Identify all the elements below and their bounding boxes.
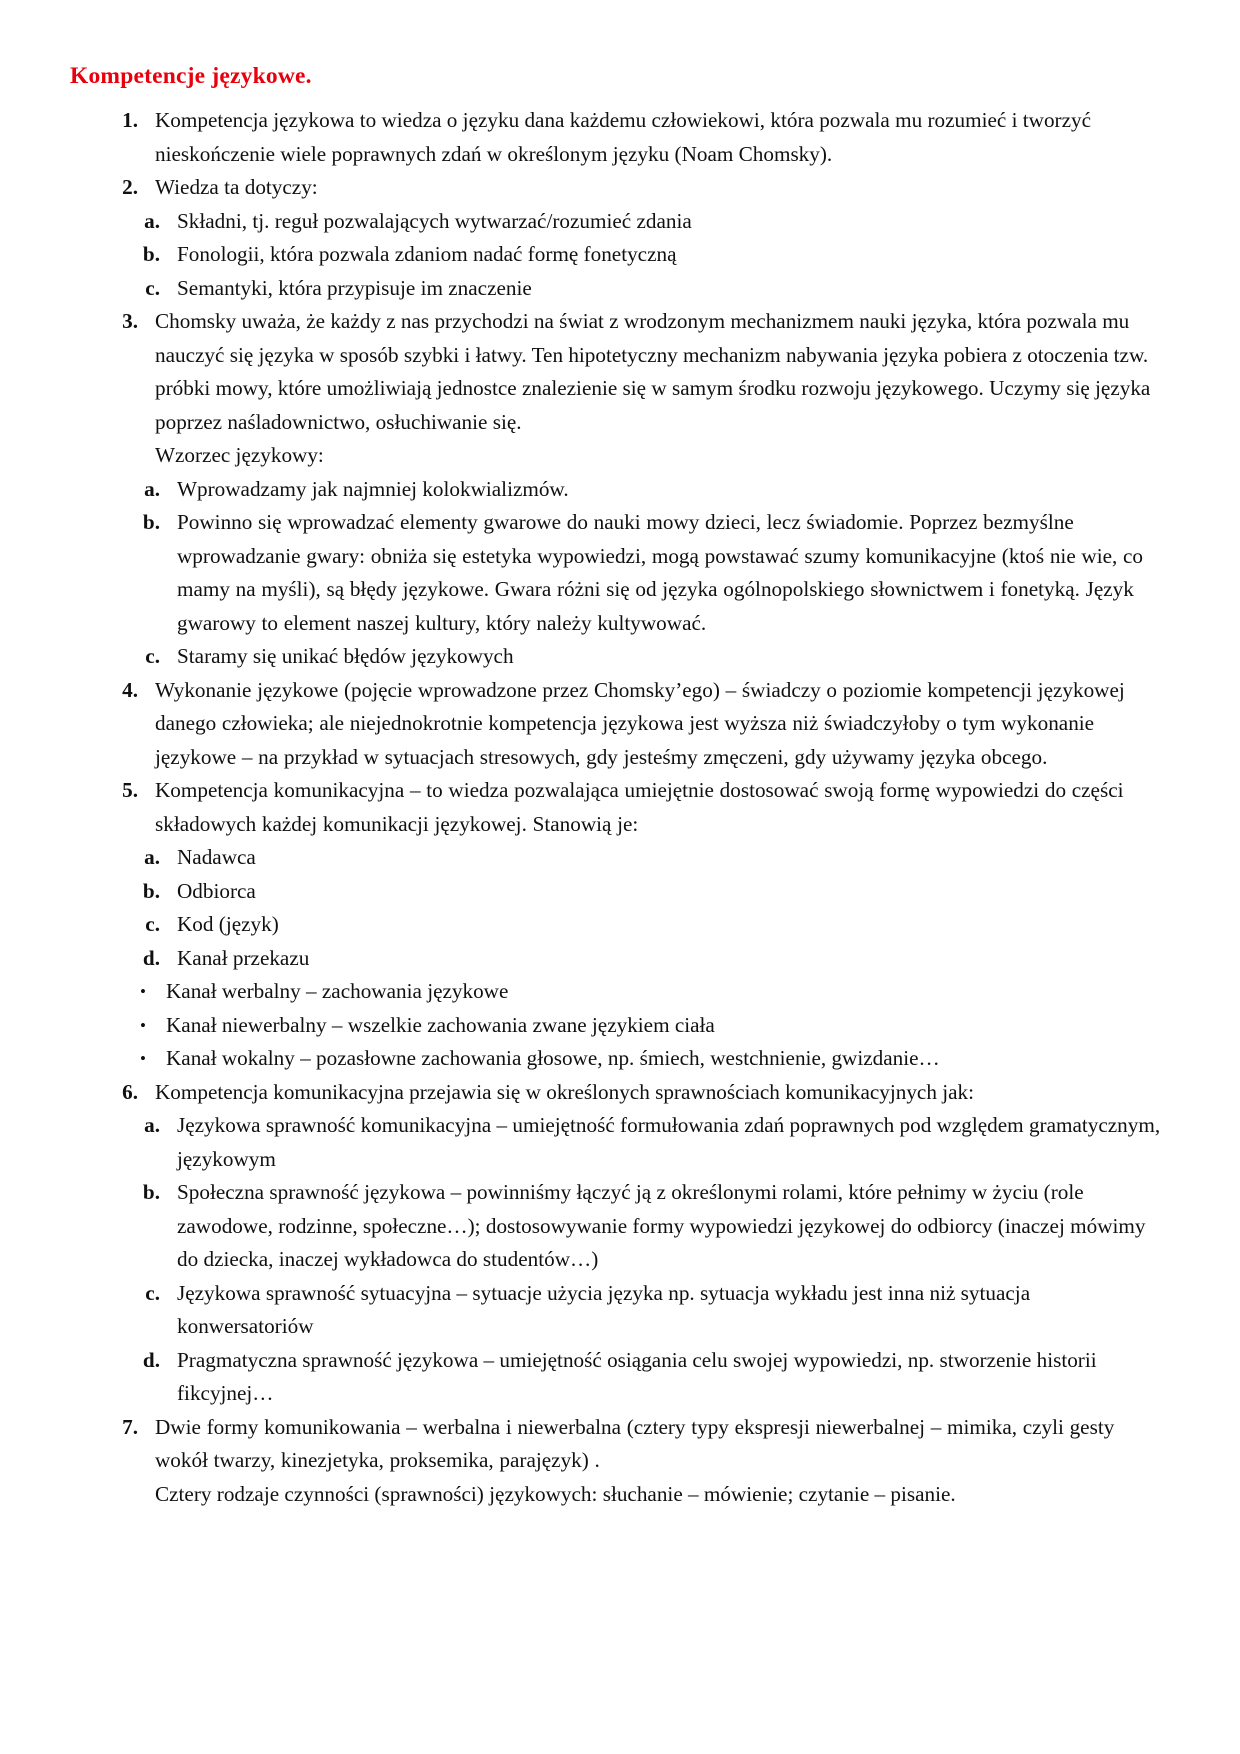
- bullet-item-vocal-channel-text: Kanał wokalny – pozasłowne zachowania głosowe, np. śmiech, westchnienie, gwizdanie…: [166, 1046, 940, 1071]
- sublist-item-2c: [130, 272, 1162, 306]
- bullet-item-vocal-channel: [140, 1042, 1162, 1076]
- bullet-item-nonverbal-channel: [140, 1009, 1162, 1043]
- sublist-marker-5c: c.: [145, 912, 160, 937]
- list-item-3: [98, 305, 1162, 473]
- sublist-item-3c-text: Staramy się unikać błędów językowych: [177, 644, 514, 669]
- list-item-7-text: Dwie formy komunikowania – werbalna i niewerbalna (cztery typy ekspresji niewerbalnej – mimika, czyli gesty wokół twarzy, kinezjetyka, proksemika, parajęzyk) .: [155, 1414, 1115, 1473]
- list-marker-4: 4.: [122, 677, 138, 702]
- list-marker-6: 6.: [122, 1079, 138, 1104]
- list-item-7: [98, 1411, 1162, 1512]
- list-item-4-text: Wykonanie językowe (pojęcie wprowadzone przez Chomsky’ego) – świadczy o poziomie kompetencji językowej danego człowieka; ale niejednokrotnie kompetencja językowa jest wyższa niż świadczyłoby o tym wykonanie językowe – na przykład w sytuacjach stresowych, gdy jesteśmy zmęczeni, gdy używamy języka obcego.: [155, 677, 1125, 769]
- sublist-item-5c-text: Kod (język): [177, 912, 279, 937]
- list-marker-7: 7.: [122, 1414, 138, 1439]
- list-item-6-text: Kompetencja komunikacyjna przejawia się w określonych sprawnościach komunikacyjnych jak:: [155, 1079, 974, 1104]
- sublist-item-6: [68, 1109, 1162, 1411]
- sublist-item-5c: [130, 908, 1162, 942]
- list-marker-3: 3.: [122, 309, 138, 334]
- sublist-item-6b-text: Społeczna sprawność językowa – powinniśmy łączyć ją z określonymi rolami, które pełnimy w życiu (role zawodowe, rodzinne, społeczne…); dostosowywanie formy wypowiedzi językowej do odbiorcy (inaczej mówimy do dziecka, inaczej wykładowca do studentów…): [177, 1180, 1146, 1272]
- list-item-4: [98, 674, 1162, 775]
- list-item-3-subheading: Wzorzec językowy:: [155, 443, 324, 468]
- sublist-item-6a-text: Językowa sprawność komunikacyjna – umiejętność formułowania zdań poprawnych pod względem gramatycznym, językowym: [177, 1113, 1161, 1171]
- sublist-item-5a-text: Nadawca: [177, 845, 256, 870]
- bullet-item-verbal-channel: [140, 975, 1162, 1009]
- sublist-item-3b-text: Powinno się wprowadzać elementy gwarowe do nauki mowy dzieci, lecz świadomie. Poprzez bezmyślne wprowadzanie gwary: obniża się estetyka wypowiedzi, mogą powstawać szumy komunikacyjne (ktoś nie wie, co mamy na myśli), są błędy językowe. Gwara różni się od języka ogólnopolskiego słownictwem i fonetyką. Język gwarowy to element naszej kultury, który należy kultywować.: [177, 510, 1144, 635]
- list-item-5: [98, 774, 1162, 841]
- list-item-7-tail-text: Cztery rodzaje czynności (sprawności) językowych: słuchanie – mówienie; czytanie – pisanie.: [155, 1481, 956, 1506]
- list-item-6: [98, 1076, 1162, 1110]
- sublist-item-3a: [130, 473, 1162, 507]
- bullet-item-verbal-channel-text: Kanał werbalny – zachowania językowe: [166, 979, 509, 1004]
- bullet-list-channels: [68, 975, 1162, 1076]
- sublist-item-2b: [130, 238, 1162, 272]
- sublist-item-6c-text: Językowa sprawność sytuacyjna – sytuacje użycia języka np. sytuacja wykładu jest inna niż sytuacja konwersatoriów: [177, 1280, 1031, 1339]
- list-item-1-text: Kompetencja językowa to wiedza o języku dana każdemu człowiekowi, która pozwala mu rozumieć i tworzyć nieskończenie wiele poprawnych zdań w określonym języku (Noam Chomsky).: [155, 108, 1091, 166]
- sublist-item-6c: [130, 1277, 1162, 1344]
- sublist-marker-6d: d.: [142, 1347, 160, 1372]
- page-title: Kompetencje językowe.: [70, 63, 312, 89]
- sublist-item-2b-text: Fonologii, która pozwala zdaniom nadać formę fonetyczną: [177, 242, 677, 267]
- sublist-marker-5a: a.: [144, 845, 160, 870]
- sublist-marker-2a: a.: [144, 208, 160, 233]
- sublist-item-6d-text: Pragmatyczna sprawność językowa – umiejętność osiągania celu swojej wypowiedzi, np. stworzenie historii fikcyjnej…: [177, 1347, 1097, 1406]
- list-marker-5: 5.: [122, 778, 138, 803]
- bullet-item-nonverbal-channel-text: Kanał niewerbalny – wszelkie zachowania zwane językiem ciała: [166, 1012, 715, 1037]
- sublist-item-2c-text: Semantyki, która przypisuje im znaczenie: [177, 275, 532, 300]
- sublist-item-3c: [130, 640, 1162, 674]
- sublist-item-2a-text: Składni, tj. reguł pozwalających wytwarzać/rozumieć zdania: [177, 208, 692, 233]
- sublist-marker-3c: c.: [145, 644, 160, 669]
- bullet-icon: •: [140, 982, 146, 1002]
- sublist-marker-5d: d.: [142, 945, 160, 970]
- sublist-item-6a: [130, 1109, 1162, 1176]
- sublist-marker-2b: b.: [142, 242, 160, 267]
- sublist-item-6d: [130, 1344, 1162, 1411]
- sublist-marker-2c: c.: [145, 275, 160, 300]
- list-item-3-text: Chomsky uważa, że każdy z nas przychodzi na świat z wrodzonym mechanizmem nauki języka, która pozwala mu nauczyć się języka w sposób szybki i łatwy. Ten hipotetyczny mechanizm nabywania języka pobiera z otoczenia tzw. próbki mowy, które umożliwiają jednostce znalezienie się w samym środku rozwoju językowego. Uczymy się języka poprzez naśladownictwo, osłuchiwanie się.: [155, 309, 1151, 434]
- sublist-item-6b: [130, 1176, 1162, 1277]
- sublist-item-3: [68, 473, 1162, 674]
- sublist-item-5b-text: Odbiorca: [177, 878, 256, 903]
- bullet-icon: •: [140, 1049, 146, 1069]
- sublist-item-2a: [130, 205, 1162, 239]
- sublist-item-2: [68, 205, 1162, 306]
- list-item-5-text: Kompetencja komunikacyjna – to wiedza pozwalająca umiejętnie dostosować swoją formę wypowiedzi do części składowych każdej komunikacji językowej. Stanowią je:: [155, 778, 1124, 836]
- list-marker-2: 2.: [122, 175, 138, 200]
- sublist-item-3b: [130, 506, 1162, 640]
- sublist-item-5: [68, 841, 1162, 975]
- main-numbered-list: [68, 104, 1162, 1511]
- sublist-item-3a-text: Wprowadzamy jak najmniej kolokwializmów.: [177, 476, 569, 501]
- sublist-item-5d: [130, 942, 1162, 976]
- list-item-2-text: Wiedza ta dotyczy:: [155, 175, 318, 200]
- list-marker-1: 1.: [122, 108, 138, 133]
- list-item-1: [98, 104, 1162, 171]
- sublist-marker-5b: b.: [142, 878, 160, 903]
- sublist-item-5a: [130, 841, 1162, 875]
- bullet-icon: •: [140, 1015, 146, 1035]
- sublist-marker-6c: c.: [145, 1280, 160, 1305]
- sublist-item-5d-text: Kanał przekazu: [177, 945, 310, 970]
- sublist-marker-6b: b.: [142, 1180, 160, 1205]
- sublist-marker-6a: a.: [144, 1113, 160, 1138]
- sublist-item-5b: [130, 875, 1162, 909]
- sublist-marker-3b: b.: [142, 510, 160, 535]
- list-item-2: [98, 171, 1162, 205]
- sublist-marker-3a: a.: [144, 476, 160, 501]
